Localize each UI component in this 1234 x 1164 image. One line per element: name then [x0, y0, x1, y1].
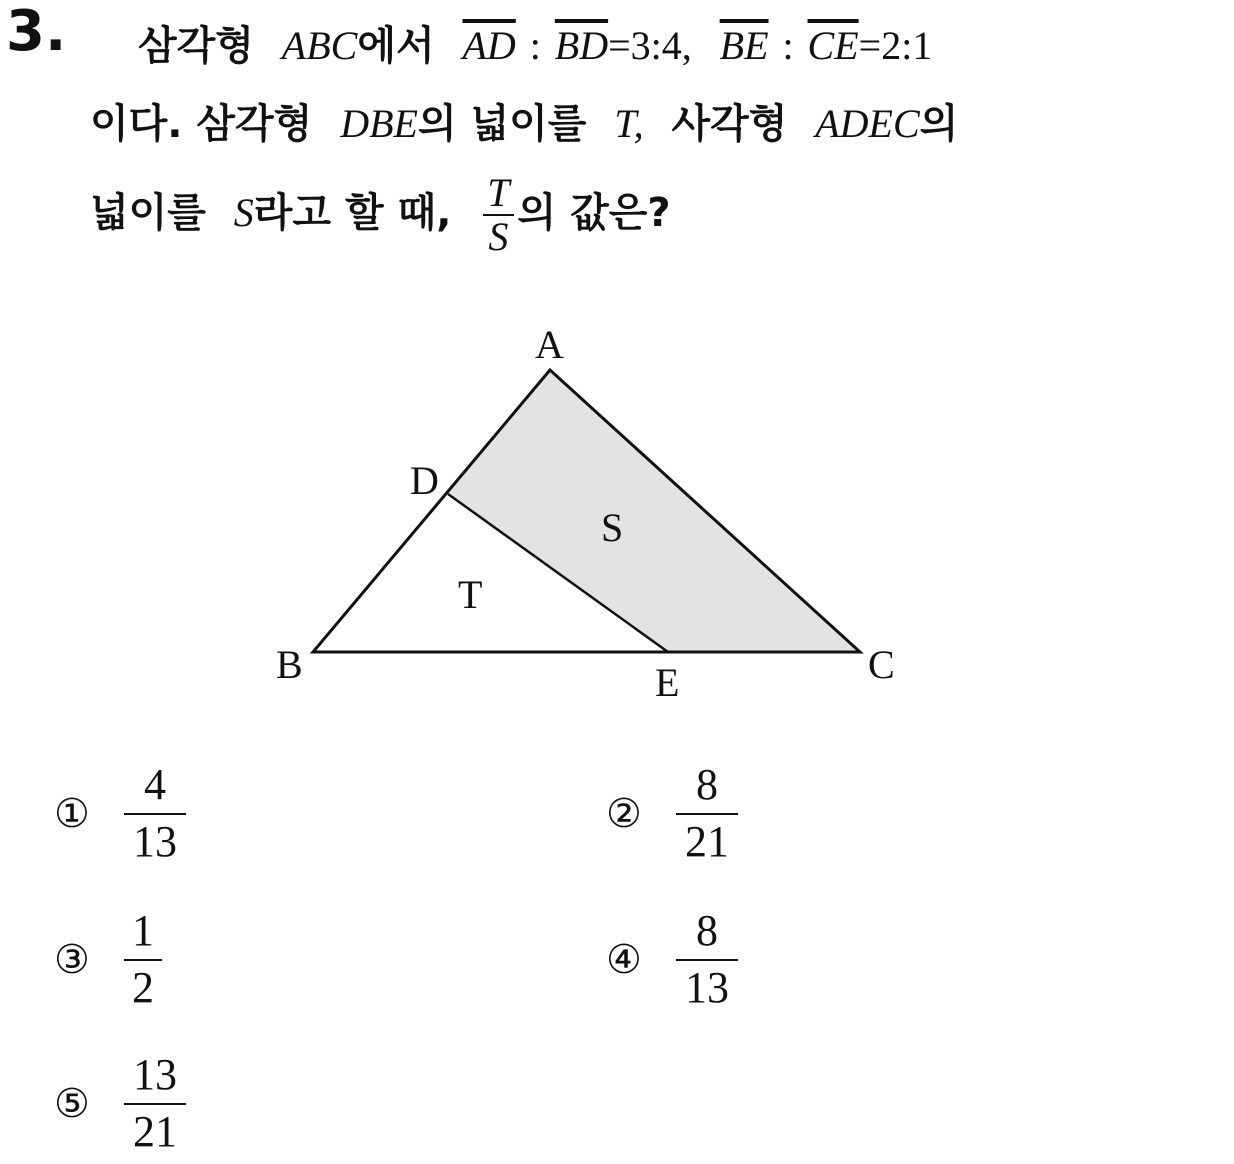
denominator: 13	[133, 816, 177, 866]
segment-bd: $\overline{BD}$	[554, 23, 609, 68]
segment-be: $\overline{BE}$	[719, 23, 769, 68]
segment-ad: $\overline{AD}$	[462, 23, 516, 68]
choice-marker: ⑤	[54, 1080, 90, 1127]
choice-fraction	[676, 760, 738, 867]
fraction-denominator: S	[488, 214, 509, 259]
choice-marker: ④	[606, 936, 642, 983]
choice-1[interactable]	[54, 760, 186, 867]
label-a: A	[535, 322, 564, 367]
choice-5[interactable]	[54, 1050, 186, 1157]
text: 라고 할 때,	[253, 190, 452, 236]
choice-fraction	[676, 906, 738, 1013]
triangle-dbe: DBE	[340, 101, 418, 146]
label-c: C	[868, 642, 895, 687]
fraction-bar	[124, 1103, 186, 1105]
choice-marker: ①	[54, 790, 90, 837]
denominator: 2	[132, 962, 154, 1012]
numerator: 13	[133, 1050, 177, 1099]
var-t: T,	[614, 101, 644, 146]
quad-adec: ADEC	[815, 101, 920, 146]
choice-fraction	[124, 906, 162, 1013]
denominator: 13	[685, 962, 729, 1012]
text: 삼각형	[138, 23, 254, 69]
label-t: T	[458, 572, 483, 617]
question-number: 3.	[6, 0, 67, 64]
segment-ce: $\overline{CE}$	[807, 23, 859, 68]
text: 에서	[357, 23, 435, 69]
text: 의 값은?	[517, 190, 671, 236]
text: 사각형	[671, 101, 788, 147]
choice-3[interactable]	[54, 906, 162, 1013]
fraction-bar	[124, 959, 162, 961]
choice-marker: ②	[606, 790, 642, 837]
colon: :	[782, 23, 794, 68]
ratio-1: =3:4,	[608, 23, 692, 68]
fraction-bar	[676, 959, 738, 961]
choice-fraction	[124, 1050, 186, 1157]
numerator: 8	[696, 906, 718, 955]
label-s: S	[601, 505, 624, 550]
label-d: D	[410, 458, 439, 503]
choice-4[interactable]	[606, 906, 738, 1013]
denominator: 21	[133, 1106, 177, 1156]
fraction-bar	[676, 813, 738, 815]
colon: :	[529, 23, 541, 68]
denominator: 21	[685, 816, 729, 866]
label-b: B	[276, 642, 303, 687]
text: 의 넓이를	[417, 101, 587, 147]
numerator: 1	[132, 906, 154, 955]
text: 의	[919, 101, 959, 147]
label-e: E	[655, 660, 680, 705]
var-s: S	[233, 190, 254, 235]
text: 이다. 삼각형	[90, 101, 313, 147]
numerator: 8	[696, 760, 718, 809]
choice-marker: ③	[54, 936, 90, 983]
shaded-region-s	[448, 370, 860, 652]
triangle-abc: ABC	[281, 23, 358, 68]
choice-fraction	[124, 760, 186, 867]
numerator: 4	[144, 760, 166, 809]
ratio-2: =2:1	[858, 23, 933, 68]
fraction-bar	[124, 813, 186, 815]
fraction-numerator: T	[487, 170, 510, 215]
text: 넓이를	[90, 190, 206, 236]
choice-2[interactable]	[606, 760, 738, 867]
